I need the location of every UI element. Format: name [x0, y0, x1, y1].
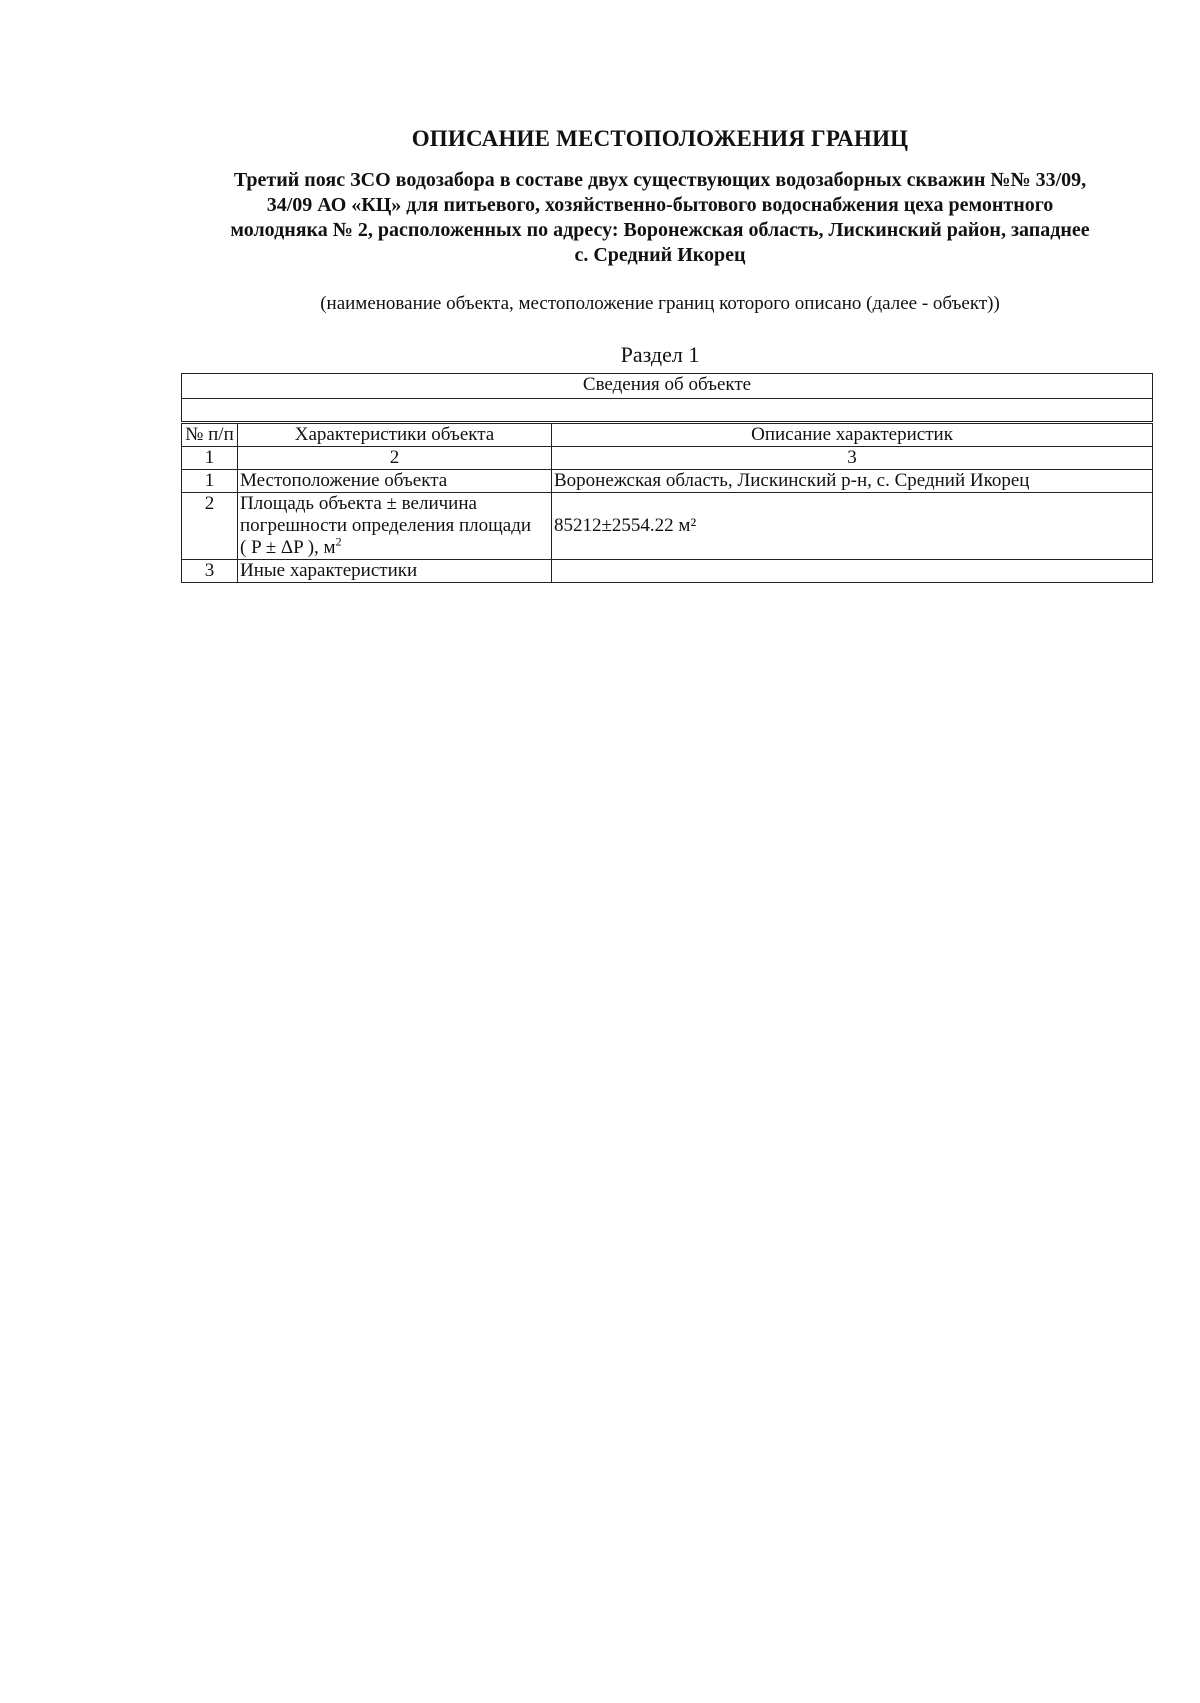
section-label: Раздел 1 [620, 342, 700, 367]
row-characteristic [238, 493, 552, 560]
characteristic-line: Площадь объекта ± величина [240, 493, 477, 514]
document-subtitle [180, 168, 1140, 268]
characteristic-line-text: ( P ± ΔP ), м [240, 537, 336, 558]
subtitle-line: с. Средний Икорец [574, 244, 746, 266]
column-header-characteristic: Характеристики объекта [238, 424, 552, 447]
document-title: ОПИСАНИЕ МЕСТОПОЛОЖЕНИЯ ГРАНИЦ [411, 126, 909, 151]
row-characteristic: Местоположение объекта [238, 470, 552, 493]
table-empty-row [182, 399, 1153, 422]
column-header-num: № п/п [182, 424, 238, 447]
table-empty-cell [182, 399, 1153, 422]
row-num: 1 [182, 470, 238, 493]
column-number: 1 [182, 447, 238, 470]
table-header-row [182, 424, 1153, 447]
table-heading-row [182, 374, 1153, 399]
column-header-description: Описание характеристик [552, 424, 1153, 447]
table-row [182, 493, 1153, 560]
column-number: 3 [552, 447, 1153, 470]
row-num: 2 [182, 493, 238, 560]
object-caption: (наименование объекта, местоположение границ которого описано (далее - объект)) [320, 293, 1000, 314]
row-description: Воронежская область, Лискинский р-н, с. Средний Икорец [552, 470, 1153, 493]
column-number: 2 [238, 447, 552, 470]
table-row [182, 560, 1153, 583]
table-heading: Сведения об объекте [182, 374, 1153, 399]
object-info-table [181, 373, 1153, 583]
row-characteristic: Иные характеристики [238, 560, 552, 583]
row-description [552, 560, 1153, 583]
row-description: 85212±2554.22 м² [552, 493, 1153, 560]
object-info-table-wrapper [181, 373, 1152, 583]
characteristic-line [240, 534, 549, 559]
subtitle-line: молодняка № 2, расположенных по адресу: Воронежская область, Лискинский район, западнее [230, 219, 1090, 241]
table-row [182, 470, 1153, 493]
table-column-numbers-row [182, 447, 1153, 470]
unit-exponent: 2 [335, 534, 342, 549]
subtitle-line: Третий пояс ЗСО водозабора в составе двух существующих водозаборных скважин №№ 33/09, [233, 169, 1087, 191]
subtitle-line: 34/09 АО «КЦ» для питьевого, хозяйственно-бытового водоснабжения цеха ремонтного [266, 194, 1054, 216]
characteristic-line: погрешности определения площади [240, 515, 532, 536]
row-num: 3 [182, 560, 238, 583]
